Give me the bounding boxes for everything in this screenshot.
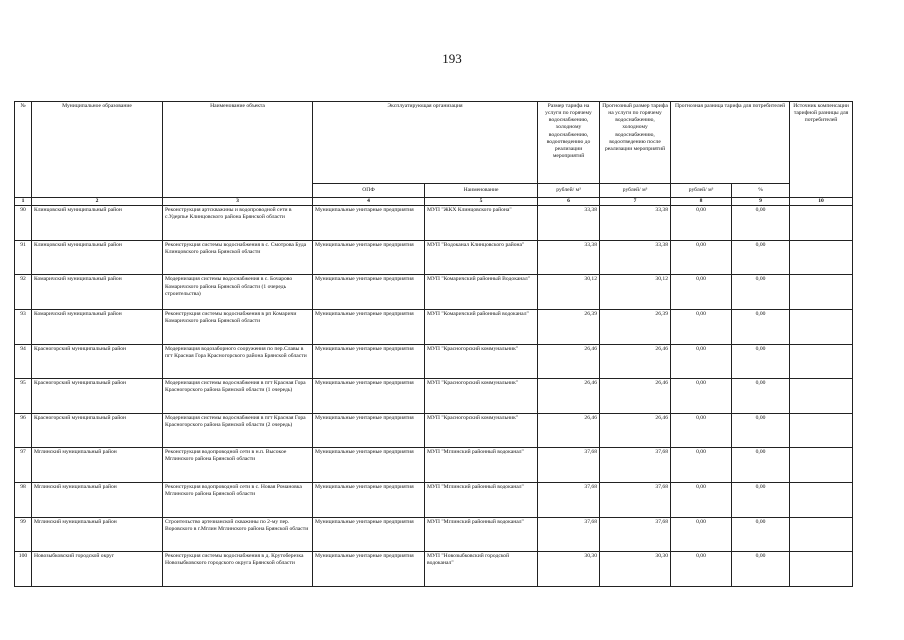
diff-rub-cell: 0,00: [671, 344, 732, 379]
forecast-tariff-cell: 33,38: [600, 240, 671, 275]
organization-cell: МУП "Красногорский коммунальник": [425, 413, 538, 448]
table-row: [15, 448, 853, 483]
table-row: [15, 413, 853, 448]
opf-cell: Муниципальные унитарные предприятия: [313, 448, 425, 483]
forecast-tariff-cell: 26,46: [600, 379, 671, 414]
header-forecast-tariff: Прогнозный размер тарифа на услуги по горячему водоснабжению, холодному водоснабжению, водоотведению после реализации мероприятий: [600, 102, 671, 184]
header-municipality: Муниципальное образование: [32, 102, 163, 198]
header-no: №: [15, 102, 32, 198]
forecast-tariff-cell: 37,68: [600, 448, 671, 483]
organization-cell: МУП "Комаричский районный водоканал": [425, 309, 538, 344]
source-cell: [790, 206, 853, 241]
row-number: 90: [15, 206, 32, 241]
source-cell: [790, 482, 853, 517]
forecast-tariff-cell: 37,68: [600, 517, 671, 552]
opf-cell: Муниципальные унитарные предприятия: [313, 206, 425, 241]
object-name-cell: Модернизация системы водоснабжения в пгт Красная Гора Красногорского района Брянской области (2 очередь): [163, 413, 313, 448]
source-cell: [790, 517, 853, 552]
forecast-tariff-cell: 33,38: [600, 206, 671, 241]
tariff-cell: 30,12: [538, 275, 600, 310]
diff-percent-cell: 0,00: [732, 275, 790, 310]
subheader-unit-tariff: рублей/ м³: [538, 184, 600, 198]
organization-cell: МУП "Красногорский коммунальник": [425, 379, 538, 414]
tariff-table: [14, 101, 853, 587]
column-number: 9: [732, 198, 790, 206]
tariff-cell: 26,46: [538, 344, 600, 379]
organization-cell: МУП "Новозыбковский городской водоканал": [425, 552, 538, 587]
diff-rub-cell: 0,00: [671, 206, 732, 241]
organization-cell: МУП "Мглинский районный водоканал": [425, 482, 538, 517]
row-number: 97: [15, 448, 32, 483]
table-body: [15, 206, 853, 587]
tariff-cell: 37,68: [538, 448, 600, 483]
opf-cell: Муниципальные унитарные предприятия: [313, 413, 425, 448]
table-row: [15, 206, 853, 241]
object-name-cell: Реконструкция системы водоснабжения в д. Крутоберезка Новозыбковского городского округа Брянской области: [163, 552, 313, 587]
column-number: 7: [600, 198, 671, 206]
organization-cell: МУП "Красногорский коммунальник": [425, 344, 538, 379]
page-number: 193: [442, 51, 462, 66]
source-cell: [790, 413, 853, 448]
organization-cell: МУП "Водоканал Клинцовского района": [425, 240, 538, 275]
object-name-cell: Модернизация системы водоснабжения в с. Бочарово Комаричского района Брянской области (1 очередь строительства): [163, 275, 313, 310]
municipality-cell: Мглинский муниципальный район: [32, 482, 163, 517]
municipality-cell: Клинцовский муниципальный район: [32, 240, 163, 275]
opf-cell: Муниципальные унитарные предприятия: [313, 379, 425, 414]
source-cell: [790, 379, 853, 414]
header-object: Наименование объекта: [163, 102, 313, 198]
organization-cell: МУП "Мглинский районный водоканал": [425, 448, 538, 483]
diff-percent-cell: 0,00: [732, 206, 790, 241]
opf-cell: Муниципальные унитарные предприятия: [313, 517, 425, 552]
diff-percent-cell: 0,00: [732, 379, 790, 414]
municipality-cell: Комаричский муниципальный район: [32, 275, 163, 310]
tariff-cell: 26,46: [538, 379, 600, 414]
header-forecast-diff: Прогнозная разница тарифа для потребителей: [671, 102, 790, 184]
opf-cell: Муниципальные унитарные предприятия: [313, 309, 425, 344]
table-row: [15, 482, 853, 517]
column-number-row: [15, 198, 853, 206]
diff-rub-cell: 0,00: [671, 275, 732, 310]
tariff-cell: 26,46: [538, 413, 600, 448]
row-number: 95: [15, 379, 32, 414]
tariff-cell: 33,38: [538, 240, 600, 275]
opf-cell: Муниципальные унитарные предприятия: [313, 344, 425, 379]
tariff-cell: 30,30: [538, 552, 600, 587]
row-number: 94: [15, 344, 32, 379]
diff-rub-cell: 0,00: [671, 379, 732, 414]
column-number: 3: [163, 198, 313, 206]
column-number: 6: [538, 198, 600, 206]
forecast-tariff-cell: 26,46: [600, 413, 671, 448]
municipality-cell: Мглинский муниципальный район: [32, 517, 163, 552]
source-cell: [790, 448, 853, 483]
municipality-cell: Комаричский муниципальный район: [32, 309, 163, 344]
column-number: 2: [32, 198, 163, 206]
diff-percent-cell: 0,00: [732, 344, 790, 379]
object-name-cell: Реконструкция водопроводной сети в н.п. Высокое Мглинского района Брянской области: [163, 448, 313, 483]
source-cell: [790, 552, 853, 587]
municipality-cell: Клинцовский муниципальный район: [32, 206, 163, 241]
column-number: 8: [671, 198, 732, 206]
organization-cell: МУП "Комаричский районный Водоканал": [425, 275, 538, 310]
municipality-cell: Красногорский муниципальный район: [32, 413, 163, 448]
forecast-tariff-cell: 30,12: [600, 275, 671, 310]
tariff-cell: 37,68: [538, 482, 600, 517]
row-number: 92: [15, 275, 32, 310]
table-row: [15, 275, 853, 310]
municipality-cell: Красногорский муниципальный район: [32, 379, 163, 414]
column-number: 4: [313, 198, 425, 206]
table-row: [15, 309, 853, 344]
row-number: 98: [15, 482, 32, 517]
table-row: [15, 379, 853, 414]
column-number: 10: [790, 198, 853, 206]
header-tariff: Размер тарифа на услуги по горячему водоснабжению, холодному водоснабжению, водоотведению до реализации мероприятий: [538, 102, 600, 184]
subheader-name: Наименование: [425, 184, 538, 198]
object-name-cell: Модернизация водозаборного сооружения по пер.Славы в пгт Красная Гора Красногорского района Брянской области: [163, 344, 313, 379]
organization-cell: МУП "Мглинский районный водоканал": [425, 517, 538, 552]
source-cell: [790, 309, 853, 344]
object-name-cell: Реконструкция системы водоснабжения в рп Комаричи Комаричского района Брянской области: [163, 309, 313, 344]
municipality-cell: Красногорский муниципальный район: [32, 344, 163, 379]
table-row: [15, 240, 853, 275]
table-row: [15, 552, 853, 587]
diff-percent-cell: 0,00: [732, 309, 790, 344]
organization-cell: МУП "ЖКХ Клинцовского района": [425, 206, 538, 241]
diff-percent-cell: 0,00: [732, 240, 790, 275]
opf-cell: Муниципальные унитарные предприятия: [313, 240, 425, 275]
diff-percent-cell: 0,00: [732, 413, 790, 448]
forecast-tariff-cell: 37,68: [600, 482, 671, 517]
tariff-cell: 26,39: [538, 309, 600, 344]
opf-cell: Муниципальные унитарные предприятия: [313, 552, 425, 587]
row-number: 99: [15, 517, 32, 552]
subheader-unit-forecast: рублей/ м³: [600, 184, 671, 198]
diff-percent-cell: 0,00: [732, 448, 790, 483]
diff-rub-cell: 0,00: [671, 413, 732, 448]
tariff-cell: 37,68: [538, 517, 600, 552]
table-row: [15, 517, 853, 552]
column-number: 5: [425, 198, 538, 206]
subheader-opf: ОПФ: [313, 184, 425, 198]
object-name-cell: Модернизация системы водоснабжения в пгт Красная Гора Красногорского района Брянской области (1 очередь): [163, 379, 313, 414]
diff-rub-cell: 0,00: [671, 552, 732, 587]
row-number: 100: [15, 552, 32, 587]
municipality-cell: Мглинский муниципальный район: [32, 448, 163, 483]
source-cell: [790, 240, 853, 275]
diff-rub-cell: 0,00: [671, 482, 732, 517]
row-number: 96: [15, 413, 32, 448]
forecast-tariff-cell: 26,46: [600, 344, 671, 379]
diff-rub-cell: 0,00: [671, 309, 732, 344]
object-name-cell: Строительство артезианской скважины по 2-му пер. Воровского в г.Мглин Мглинского района Брянской области: [163, 517, 313, 552]
opf-cell: Муниципальные унитарные предприятия: [313, 275, 425, 310]
diff-percent-cell: 0,00: [732, 517, 790, 552]
table-row: [15, 344, 853, 379]
forecast-tariff-cell: 30,30: [600, 552, 671, 587]
source-cell: [790, 275, 853, 310]
object-name-cell: Реконструкция системы водоснабжения в с. Смотрова Буда Клинцовского района Брянской области: [163, 240, 313, 275]
header-source: Источник компенсации тарифной разницы для потребителей: [790, 102, 853, 198]
diff-rub-cell: 0,00: [671, 448, 732, 483]
object-name-cell: Реконструкция артскважины и водопроводной сети в с.Удерпье Клинцовского района Брянской области: [163, 206, 313, 241]
header-operator: Эксплуатирующая организация: [313, 102, 538, 184]
object-name-cell: Реконструкция водопроводной сети в с. Новая Романовка Мглинского района Брянской области: [163, 482, 313, 517]
row-number: 91: [15, 240, 32, 275]
subheader-unit-diff: рублей/ м³: [671, 184, 732, 198]
column-number: 1: [15, 198, 32, 206]
tariff-cell: 33,38: [538, 206, 600, 241]
diff-rub-cell: 0,00: [671, 240, 732, 275]
row-number: 93: [15, 309, 32, 344]
diff-percent-cell: 0,00: [732, 482, 790, 517]
opf-cell: Муниципальные унитарные предприятия: [313, 482, 425, 517]
diff-rub-cell: 0,00: [671, 517, 732, 552]
forecast-tariff-cell: 26,39: [600, 309, 671, 344]
source-cell: [790, 344, 853, 379]
municipality-cell: Новозыбковский городской округ: [32, 552, 163, 587]
diff-percent-cell: 0,00: [732, 552, 790, 587]
subheader-percent: %: [732, 184, 790, 198]
